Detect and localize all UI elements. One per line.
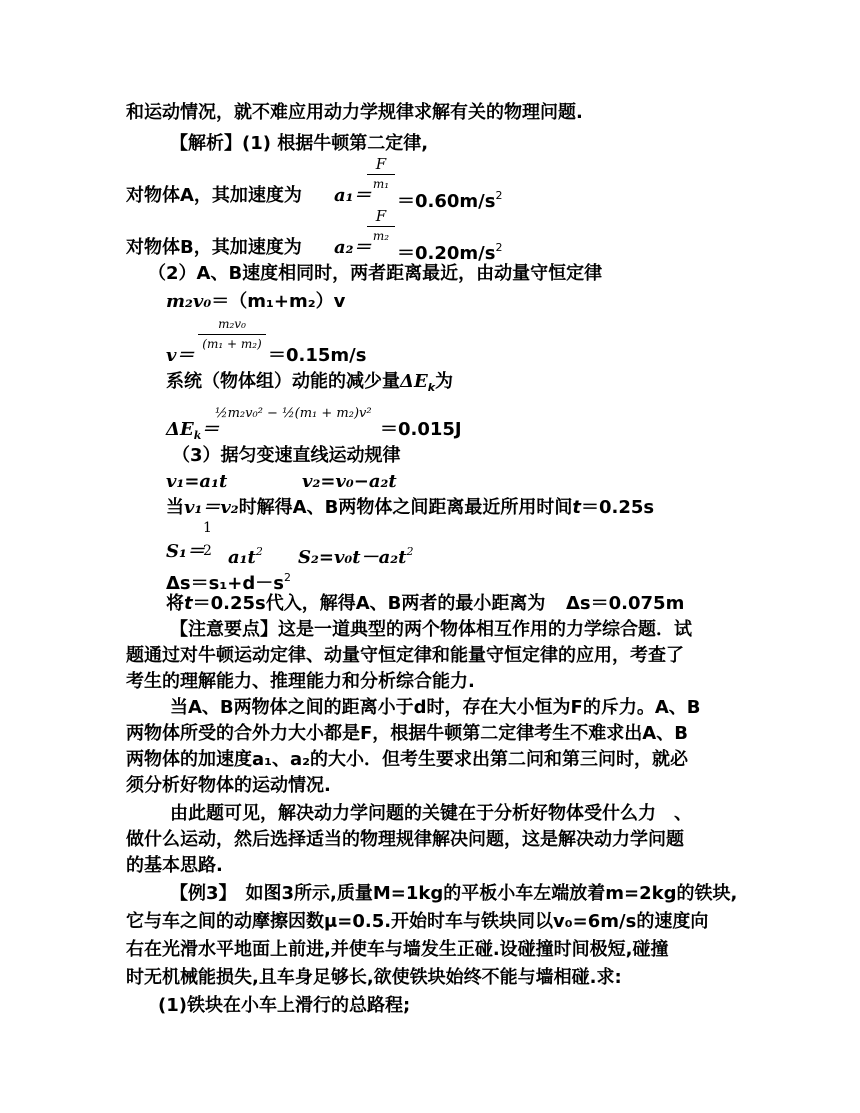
formula-v1: v₁=a₁t: [166, 471, 228, 492]
symbol: t: [184, 593, 193, 614]
text-line: 对物体B，其加速度为: [126, 237, 302, 258]
text-line: （3）据匀变速直线运动规律: [172, 445, 401, 466]
formula-v: v＝: [166, 345, 195, 366]
formula-a2: a₂＝: [334, 237, 372, 258]
numerator: m₂v₀: [218, 317, 246, 331]
result-v: ＝0.15m/s: [268, 345, 367, 366]
exponent: 2: [255, 545, 263, 558]
result-dEk: ＝0.015J: [380, 419, 462, 440]
text-line: 【注意要点】这是一道典型的两个物体相互作用的力学综合题．试: [170, 619, 692, 640]
fraction-F-over-m1: [367, 154, 395, 193]
exponent: 2: [495, 189, 503, 202]
middle: ＝0.25s代入，解得A、B两者的最小距离为: [192, 593, 546, 614]
symbol: t: [572, 497, 581, 518]
prefix: 当: [166, 497, 184, 518]
exponent: 2: [283, 571, 291, 584]
rhs: ＝（m₁+m₂）v: [211, 291, 346, 312]
text-line: 两物体的加速度a₁、a₂的大小．但考生要求出第二问和第三问时，就必: [126, 749, 689, 770]
energy-expression: ½m₂v₀² − ½(m₁ + m₂)v²: [215, 406, 372, 421]
denominator: (m₁ + m₂): [202, 337, 262, 351]
text-line: 两物体所受的合外力大小都是F，根据牛顿第二定律考生不难求出A、B: [126, 723, 688, 744]
value: ＝0.20m/s: [397, 243, 496, 264]
text-line: 由此题可见，解决动力学问题的关键在于分析好物体受什么力 、: [170, 803, 692, 824]
text-line: （2）A、B速度相同时，两者距离最近，由动量守恒定律: [148, 263, 603, 284]
suffix: 为: [435, 371, 454, 392]
analysis-heading: 【解析】(1) 根据牛顿第二定律,: [170, 133, 429, 154]
fraction-F-over-m2: [367, 206, 395, 245]
denominator: m₂: [372, 229, 390, 243]
symbol: ΔE: [400, 371, 428, 392]
text-line: 【例3】 如图3所示,质量M=1kg的平板小车左端放着m=2kg的铁块,: [170, 883, 738, 904]
symbol: ΔE: [166, 419, 194, 440]
text-line: 时无机械能损失,且车身足够长,欲使铁块始终不能与墙相碰.求:: [126, 967, 622, 988]
formula-a1: a₁＝: [334, 185, 372, 206]
text-line: 当A、B两物体之间的距离小于d时，存在大小恒为F的斥力。A、B: [170, 697, 701, 718]
text-line: [166, 496, 654, 520]
text-line: 右在光滑水平地面上前进,并使车与墙发生正碰.设碰撞时间极短,碰撞: [126, 939, 669, 960]
formula-S1: S₁＝: [166, 541, 205, 562]
numerator: F: [375, 207, 387, 225]
result-delta-s: Δs＝0.075m: [566, 593, 685, 614]
question-item-1: (1)铁块在小车上滑行的总路程;: [158, 995, 411, 1016]
text-line: 它与车之间的动摩擦因数μ=0.5.开始时车与铁块同以v₀=6m/s的速度向: [126, 911, 709, 932]
text-line: [166, 370, 453, 400]
momentum-equation: [166, 290, 345, 314]
condition: v₁＝v₂: [184, 497, 239, 518]
expression: Δs＝s₁+d－s: [166, 573, 284, 594]
formula-S2: [298, 540, 413, 570]
value: ＝0.25s: [580, 497, 655, 518]
prefix: 系统（物体组）动能的减少量: [166, 371, 400, 392]
prefix: 将: [166, 593, 184, 614]
text-line: 做什么运动，然后选择适当的物理规律解决问题，这是解决动力学问题: [126, 829, 684, 850]
text-line: 的基本思路.: [126, 855, 223, 876]
text-line: [166, 592, 545, 616]
text-line: 和运动情况，就不难应用动力学规律求解有关的物理问题.: [126, 102, 583, 123]
denominator: m₁: [372, 177, 390, 191]
half-numerator: 1: [203, 520, 212, 536]
fraction-v: [198, 314, 266, 353]
subscript: k: [193, 429, 202, 442]
exponent: 2: [406, 545, 414, 558]
text-line: 须分析好物体的运动情况.: [126, 775, 331, 796]
expression: S₂=v₀t－a₂t: [298, 547, 407, 568]
middle: 时解得A、B两物体之间距离最近所用时间: [238, 497, 573, 518]
result-a1: [397, 184, 502, 214]
numerator: F: [375, 155, 387, 173]
text-line: 题通过对牛顿运动定律、动量守恒定律和能量守恒定律的应用，考查了: [126, 645, 684, 666]
formula-dEk: $\Delta E_k=$: [166, 419, 220, 442]
formula-v2: v₂=v₀−a₂t: [302, 471, 397, 492]
value: ＝0.60m/s: [397, 191, 496, 212]
exponent: 2: [495, 241, 503, 254]
expression: a₁t: [228, 547, 256, 568]
text-line: 对物体A，其加速度为: [126, 185, 302, 206]
text-line: 考生的理解能力、推理能力和分析综合能力.: [126, 671, 475, 692]
lhs: m₂v₀: [166, 291, 212, 312]
half-denominator: 2: [203, 543, 212, 559]
subscript: k: [427, 381, 436, 394]
